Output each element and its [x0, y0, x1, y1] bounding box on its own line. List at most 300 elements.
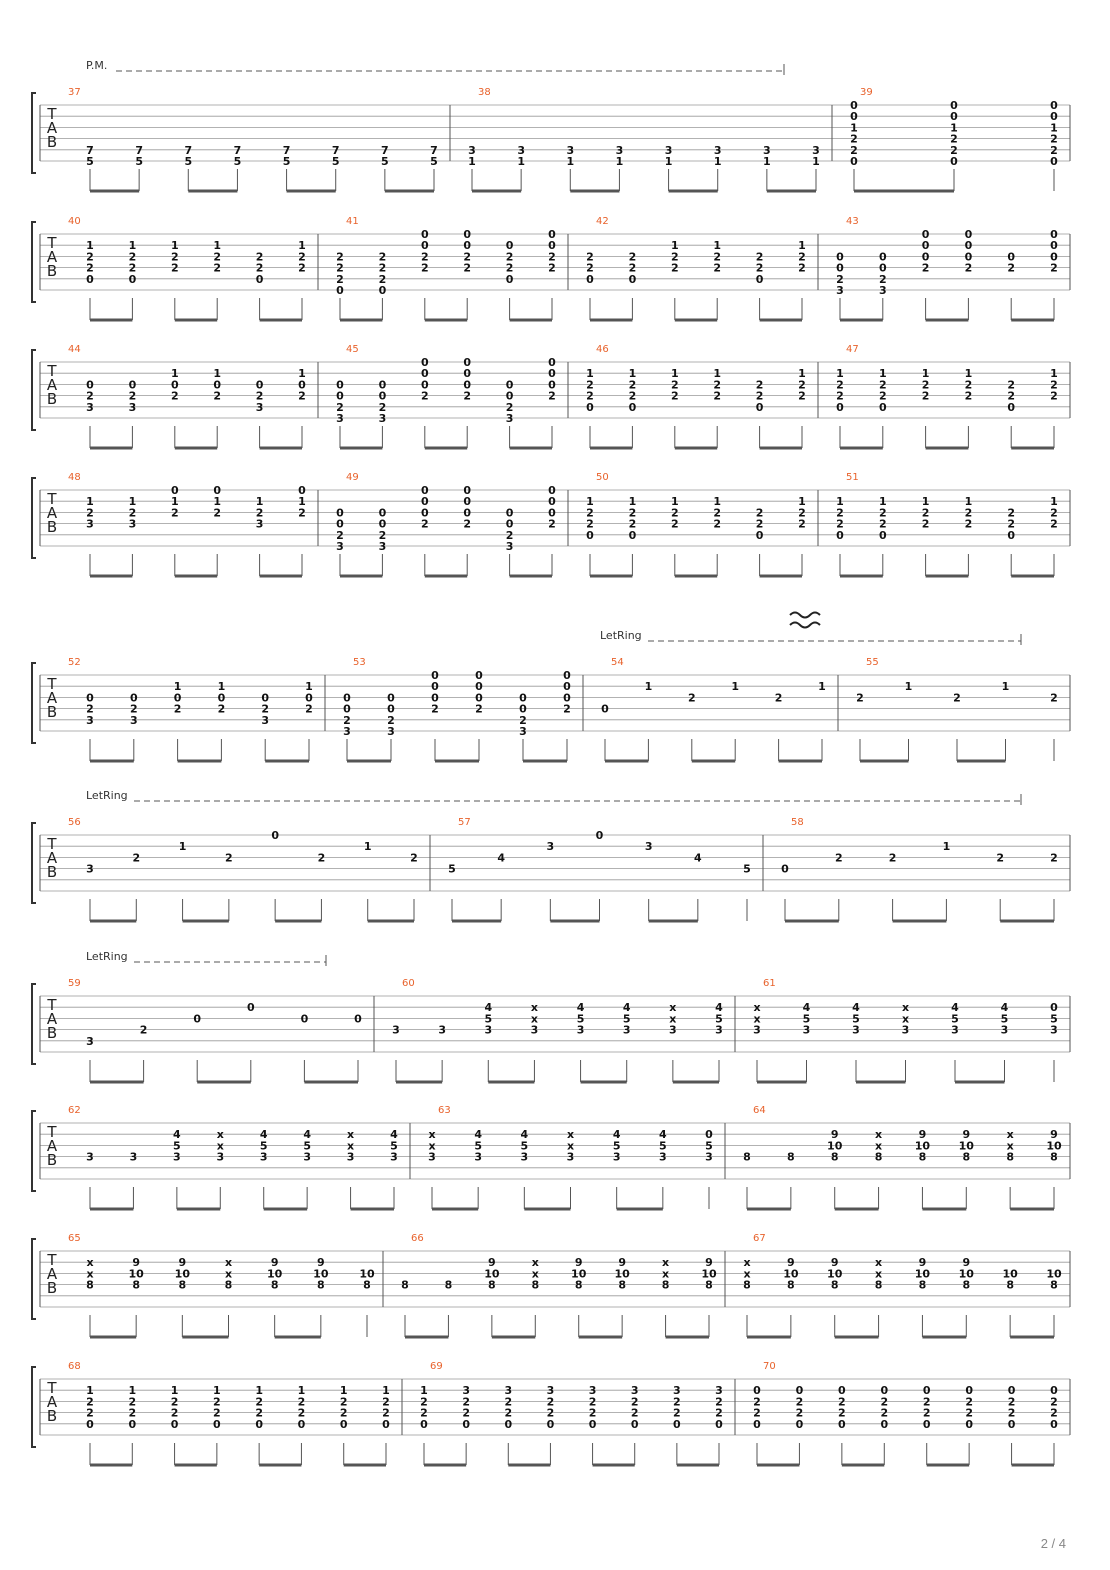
fret-number: x	[875, 1267, 883, 1281]
fret-number: 2	[305, 702, 313, 716]
fret-number: 3	[303, 1150, 311, 1164]
tab-clef-letter: B	[46, 863, 58, 881]
fret-number: 0	[336, 389, 344, 403]
fret-number: 1	[1050, 121, 1058, 135]
fret-number: 1	[964, 495, 973, 509]
fret-number: 1	[363, 840, 372, 854]
fret-number: x	[901, 1001, 910, 1015]
fret-number: 0	[173, 691, 182, 705]
fret-number: 2	[798, 389, 806, 403]
fret-number: 0	[1007, 528, 1016, 542]
fret-number: 4	[173, 1128, 181, 1142]
fret-number: 3	[615, 143, 624, 157]
fret-number: 0	[255, 1417, 263, 1431]
fret-number: 3	[763, 143, 771, 157]
fret-number: x	[662, 1256, 670, 1270]
fret-number: 3	[530, 1023, 539, 1037]
measure-number: 62	[68, 1105, 81, 1116]
fret-number: 5	[705, 1139, 713, 1153]
fret-number: 2	[586, 261, 594, 275]
fret-number: 2	[86, 1395, 94, 1409]
fret-number: 8	[918, 1150, 927, 1164]
fret-number: 2	[170, 1395, 179, 1409]
fret-number: 0	[463, 495, 472, 509]
fret-number: 9	[1050, 1128, 1058, 1142]
fret-number: 1	[566, 155, 575, 168]
fret-number: 0	[463, 367, 472, 381]
fret-number: 2	[170, 506, 179, 520]
fret-number: 0	[505, 517, 514, 531]
fret-number: 10	[914, 1267, 931, 1281]
fret-number: 1	[86, 1384, 94, 1398]
fret-number: 3	[468, 143, 476, 157]
tab-clef-letter: B	[46, 1024, 58, 1042]
fret-number: 1	[128, 1384, 137, 1398]
fret-number: 2	[836, 378, 844, 392]
measure-number: 40	[68, 216, 81, 227]
fret-number: 4	[497, 851, 505, 865]
fret-number: x	[86, 1267, 94, 1281]
fret-number: 3	[129, 1150, 138, 1164]
fret-number: 4	[259, 1128, 268, 1142]
fret-number: 1	[298, 367, 306, 381]
fret-number: 0	[705, 1128, 713, 1142]
fret-number: 3	[505, 412, 514, 425]
fret-number: 0	[213, 484, 222, 497]
fret-number: 2	[1007, 517, 1016, 531]
fret-number: 2	[420, 261, 429, 275]
fret-number: 2	[713, 261, 722, 275]
fret-number: 3	[836, 284, 844, 297]
fret-number: 0	[420, 1417, 428, 1431]
fret-number: x	[1006, 1139, 1014, 1153]
fret-number: 2	[213, 261, 222, 275]
fret-number: 9	[705, 1256, 713, 1270]
fret-number: 0	[922, 1384, 931, 1398]
fret-number: 0	[463, 239, 472, 253]
fret-number: 0	[1007, 1417, 1016, 1431]
fret-number: 2	[836, 389, 844, 403]
fret-number: 5	[1050, 1012, 1058, 1026]
fret-number: 2	[336, 400, 344, 414]
fret-number: 2	[1050, 143, 1058, 157]
tab-clef-letter: A	[46, 1010, 58, 1028]
fret-number: 0	[420, 378, 429, 392]
fret-number: 2	[755, 261, 764, 275]
fret-number: 2	[880, 1406, 889, 1420]
fret-number: 0	[336, 506, 344, 520]
fret-number: 1	[468, 155, 476, 168]
fret-number: 7	[184, 143, 193, 157]
fret-number: 3	[644, 840, 653, 854]
fret-number: 0	[548, 239, 556, 253]
measure-number: 54	[611, 657, 624, 668]
fret-number: 0	[387, 702, 395, 716]
fret-number: 2	[964, 389, 973, 403]
fret-number: 0	[1050, 110, 1058, 124]
fret-number: 2	[670, 250, 679, 264]
fret-number: 2	[298, 389, 306, 403]
measure-number: 45	[346, 344, 359, 355]
fret-number: 0	[755, 528, 764, 542]
fret-number: 3	[173, 1150, 181, 1164]
fret-number: 0	[128, 272, 137, 286]
measure-number: 44	[68, 344, 81, 355]
system-brace	[32, 1367, 36, 1447]
fret-number: 2	[755, 517, 764, 531]
fret-number: 2	[128, 1406, 137, 1420]
tab-clef-letter: B	[46, 133, 58, 151]
fret-number: 10	[614, 1267, 630, 1281]
measure-number: 48	[68, 472, 81, 483]
fret-number: x	[347, 1139, 355, 1153]
fret-number: 3	[576, 1023, 585, 1037]
fret-number: 0	[420, 484, 429, 497]
fret-number: 0	[715, 1417, 723, 1431]
fret-number: 1	[964, 367, 973, 381]
fret-number: 2	[170, 261, 179, 275]
tab-clef-letter: B	[46, 703, 58, 721]
fret-number: 0	[336, 517, 344, 531]
measure-number: 69	[430, 1361, 443, 1372]
fret-number: 0	[795, 1417, 804, 1431]
tab-system	[32, 1361, 1070, 1465]
fret-number: 2	[1007, 389, 1016, 403]
fret-number: 3	[86, 1034, 94, 1048]
fret-number: 2	[213, 506, 222, 520]
fret-number: 2	[798, 378, 806, 392]
fret-number: 1	[297, 1384, 306, 1398]
fret-number: 2	[339, 1395, 348, 1409]
fret-number: 1	[921, 367, 930, 381]
fret-number: 0	[878, 528, 887, 542]
fret-number: x	[428, 1139, 436, 1153]
fret-number: 1	[173, 680, 182, 694]
fret-number: 2	[755, 378, 764, 392]
fret-number: 2	[628, 378, 637, 392]
fret-number: 4	[694, 851, 702, 865]
fret-number: x	[743, 1256, 751, 1270]
fret-number: 0	[343, 702, 351, 716]
fret-number: 8	[918, 1278, 927, 1292]
fret-number: 10	[1046, 1267, 1062, 1281]
fret-number: 3	[462, 1384, 470, 1398]
fret-number: 2	[261, 702, 270, 716]
fret-number: 4	[622, 1001, 631, 1015]
tab-clef-letter: A	[46, 1393, 58, 1411]
fret-number: 0	[838, 1417, 846, 1431]
fret-number: 3	[504, 1384, 513, 1398]
fret-number: 0	[921, 228, 930, 241]
fret-number: 2	[1050, 691, 1058, 705]
fret-number: 0	[298, 378, 306, 392]
fret-number: 2	[336, 528, 344, 542]
fret-number: 1	[615, 155, 624, 168]
fret-number: 4	[612, 1128, 621, 1142]
fret-number: 0	[463, 506, 472, 520]
fret-number: 2	[1007, 1395, 1016, 1409]
fret-number: 5	[484, 1012, 493, 1026]
fret-number: 0	[339, 1417, 348, 1431]
fret-number: 1	[298, 495, 306, 509]
fret-number: 5	[173, 1139, 181, 1153]
fret-number: 5	[951, 1012, 959, 1026]
fret-number: 2	[548, 517, 556, 531]
fret-number: 2	[1050, 389, 1058, 403]
fret-number: 8	[962, 1278, 971, 1292]
fret-number: 3	[387, 725, 395, 738]
fret-number: 9	[787, 1256, 795, 1270]
fret-number: 2	[255, 389, 264, 403]
fret-number: x	[531, 1256, 539, 1270]
fret-number: 2	[921, 389, 930, 403]
fret-number: 2	[798, 250, 806, 264]
measure-number: 53	[353, 657, 366, 668]
fret-number: 5	[743, 862, 751, 876]
fret-number: 2	[255, 1395, 263, 1409]
fret-number: 2	[387, 713, 395, 727]
fret-number: x	[531, 1267, 539, 1281]
fret-number: 2	[546, 1406, 555, 1420]
fret-number: 5	[715, 1012, 723, 1026]
fret-number: 3	[878, 284, 887, 297]
fret-number: 3	[343, 725, 351, 738]
fret-number: 1	[339, 1384, 348, 1398]
fret-number: 3	[336, 540, 344, 553]
fret-number: 2	[950, 143, 958, 157]
fret-number: 2	[628, 250, 637, 264]
fret-number: 3	[216, 1150, 225, 1164]
fret-number: 5	[331, 155, 340, 168]
fret-number: 2	[586, 378, 594, 392]
fret-number: 1	[170, 495, 179, 509]
fret-number: 2	[965, 1406, 973, 1420]
fret-number: 3	[86, 713, 94, 727]
fret-number: 0	[420, 228, 429, 241]
fret-number: 1	[170, 1384, 179, 1398]
fret-number: 1	[670, 367, 679, 381]
fret-number: 0	[170, 378, 179, 392]
fret-number: 3	[346, 1150, 355, 1164]
fret-number: 0	[271, 829, 279, 842]
fret-number: x	[530, 1001, 538, 1015]
fret-number: 3	[86, 517, 94, 531]
fret-number: 2	[586, 250, 594, 264]
fret-number: 3	[484, 1023, 493, 1037]
fret-number: 2	[255, 506, 264, 520]
fret-number: x	[875, 1256, 883, 1270]
tab-clef-letter: T	[47, 1251, 57, 1269]
fret-number: 2	[964, 261, 973, 275]
fret-number: 2	[128, 250, 137, 264]
fret-number: 0	[836, 250, 844, 264]
fret-number: 1	[878, 495, 887, 509]
fret-number: x	[216, 1139, 224, 1153]
fret-number: 2	[297, 1406, 306, 1420]
fret-number: 2	[798, 517, 806, 531]
fret-number: 8	[661, 1278, 670, 1292]
system-brace	[32, 1111, 36, 1191]
fret-number: 1	[305, 680, 313, 694]
fret-number: 1	[382, 1384, 390, 1398]
fret-number: 0	[965, 1384, 973, 1398]
fret-number: 1	[670, 239, 679, 253]
fret-number: 7	[233, 143, 242, 157]
measure-number: 47	[846, 344, 859, 355]
fret-number: 9	[918, 1128, 927, 1142]
fret-number: 0	[1050, 1384, 1058, 1398]
fret-number: 0	[838, 1384, 846, 1398]
fret-number: 0	[505, 239, 514, 253]
fret-number: 2	[878, 272, 887, 286]
fret-number: 1	[798, 495, 806, 509]
fret-number: 10	[701, 1267, 717, 1281]
fret-number: 5	[622, 1012, 631, 1026]
let-ring-label: LetRing	[86, 950, 128, 963]
fret-number: 5	[259, 1139, 268, 1153]
fret-number: 1	[818, 680, 826, 694]
fret-number: 0	[213, 378, 222, 392]
fret-number: 2	[297, 1395, 306, 1409]
system-brace	[32, 478, 36, 558]
fret-number: 9	[918, 1256, 927, 1270]
fret-number: 2	[420, 1395, 428, 1409]
fret-number: x	[753, 1001, 761, 1015]
fret-number: 0	[378, 378, 387, 392]
fret-number: 3	[255, 517, 264, 531]
system-brace	[32, 1239, 36, 1319]
fret-number: 2	[795, 1406, 804, 1420]
fret-number: 2	[298, 261, 306, 275]
fret-number: 0	[1050, 250, 1058, 264]
fret-number: 0	[673, 1417, 681, 1431]
fret-number: 1	[921, 495, 930, 509]
measure-number: 42	[596, 216, 609, 227]
fret-number: 2	[798, 261, 806, 275]
fret-number: 5	[233, 155, 242, 168]
fret-number: 2	[670, 261, 679, 275]
tab-clef-letter: T	[47, 105, 57, 123]
fret-number: 3	[474, 1150, 482, 1164]
fret-number: 0	[781, 862, 789, 876]
fret-number: 2	[225, 851, 233, 865]
fret-number: 0	[505, 506, 514, 520]
tab-clef-letter: T	[47, 234, 57, 252]
fret-number: 4	[659, 1128, 667, 1142]
fret-number: 8	[86, 1278, 94, 1292]
fret-number: 0	[836, 261, 844, 275]
fret-number: 2	[921, 517, 930, 531]
fret-number: 5	[1000, 1012, 1009, 1026]
fret-number: 1	[217, 680, 226, 694]
fret-number: 5	[852, 1012, 860, 1026]
fret-number: 0	[548, 367, 556, 381]
fret-number: x	[428, 1128, 436, 1142]
fret-number: 0	[505, 378, 514, 392]
fret-number: 3	[519, 725, 527, 738]
measure-number: 55	[866, 657, 879, 668]
fret-number: 0	[628, 272, 637, 286]
tab-clef-letter: T	[47, 996, 57, 1014]
fret-number: 2	[463, 517, 472, 531]
fret-number: 2	[548, 389, 556, 403]
fret-number: 5	[448, 862, 456, 876]
fret-number: 2	[953, 691, 961, 705]
fret-number: 8	[1050, 1278, 1058, 1292]
tab-system	[32, 344, 1070, 448]
fret-number: 2	[128, 506, 137, 520]
fret-number: 0	[261, 691, 270, 705]
fret-number: 1	[170, 367, 179, 381]
fret-number: 0	[548, 484, 556, 497]
fret-number: 3	[715, 1384, 723, 1398]
fret-number: 3	[566, 1150, 575, 1164]
fret-number: 8	[705, 1278, 713, 1292]
measure-number: 52	[68, 657, 81, 668]
fret-number: 2	[336, 272, 344, 286]
fret-number: 0	[1050, 1001, 1058, 1015]
page-number: 2 / 4	[1040, 1536, 1066, 1551]
fret-number: 0	[86, 691, 94, 705]
fret-number: 8	[1050, 1150, 1058, 1164]
fret-number: 4	[852, 1001, 860, 1015]
fret-number: 2	[673, 1395, 681, 1409]
fret-number: 0	[755, 272, 764, 286]
fret-number: 0	[475, 691, 483, 705]
fret-number: 2	[213, 1395, 221, 1409]
fret-number: 8	[874, 1150, 883, 1164]
fret-number: 0	[548, 228, 556, 241]
fret-number: 1	[178, 840, 187, 854]
fret-number: 4	[520, 1128, 529, 1142]
fret-number: 2	[378, 400, 387, 414]
fret-number: 8	[178, 1278, 187, 1292]
fret-number: 0	[246, 1001, 255, 1015]
tab-clef-letter: T	[47, 490, 57, 508]
fret-number: x	[566, 1139, 575, 1153]
fret-number: 2	[850, 143, 858, 157]
fret-number: 3	[673, 1384, 681, 1398]
fret-number: 2	[463, 261, 472, 275]
fret-number: 1	[213, 239, 222, 253]
fret-number: 0	[255, 378, 264, 392]
fret-number: 2	[1007, 378, 1016, 392]
fret-number: 4	[802, 1001, 811, 1015]
fret-number: 1	[904, 680, 913, 694]
fret-number: 4	[715, 1001, 723, 1015]
fret-number: 1	[628, 495, 637, 509]
fret-number: 2	[836, 506, 844, 520]
measure-number: 60	[402, 978, 415, 989]
fret-number: 2	[298, 250, 306, 264]
tab-system	[32, 1233, 1070, 1337]
fret-number: 1	[812, 155, 820, 168]
fret-number: 0	[586, 400, 594, 414]
fret-number: 2	[713, 389, 722, 403]
fret-number: 0	[504, 1417, 513, 1431]
fret-number: 0	[595, 829, 604, 842]
fret-number: 0	[463, 356, 472, 369]
fret-number: 2	[505, 528, 514, 542]
fret-number: 1	[420, 1384, 428, 1398]
system-brace	[32, 823, 36, 903]
fret-number: 0	[630, 1417, 639, 1431]
fret-number: 3	[546, 1384, 555, 1398]
fret-number: 1	[644, 680, 653, 694]
fret-number: 9	[488, 1256, 496, 1270]
fret-number: 0	[548, 378, 556, 392]
fret-number: 10	[174, 1267, 190, 1281]
